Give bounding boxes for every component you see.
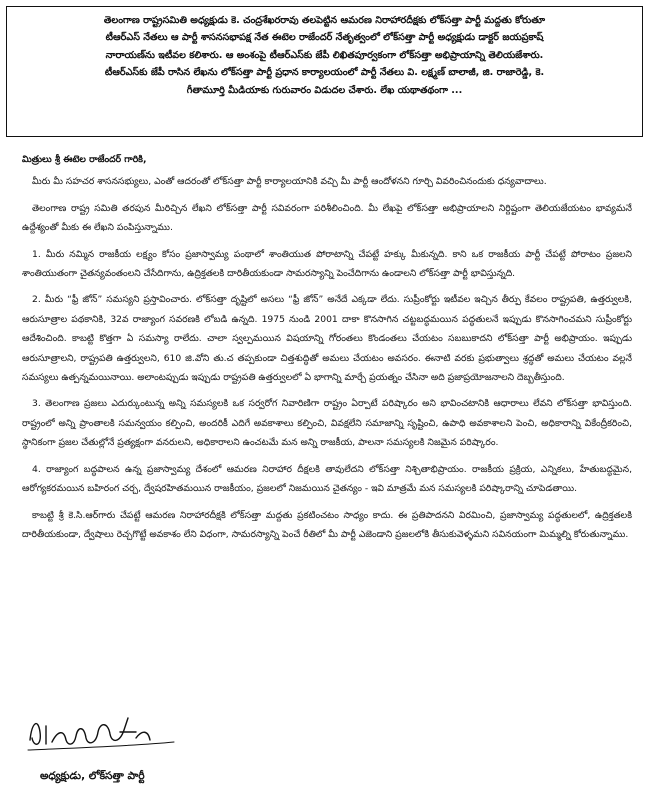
intro-line: తెలంగాణ రాష్ట్రసమితి అధ్యక్షుడు కె. చంద్రశేఖరరావు తలపెట్టిన ఆమరణ నిరాహారదీక్షకు లోక్‌సత్తా పార్టీ మద్దతు కోరుతూ	[103, 15, 546, 26]
handwritten-signature	[24, 712, 204, 752]
letter-paragraph: తెలంగాణ రాష్ట్ర సమితి తరపున మీరిచ్చిన లేఖని లోక్‌సత్తా పార్టీ సవివరంగా పరిశీలించింది. మీ లేఖపై లోక్‌సత్తా అభిప్రాయాలని నిర్దిష్టంగా తెలియజేయటం భావ్యమనే ఉద్దేశ్యంతో మీకు ఈ లేఖని పంపిస్తున్నాము.	[22, 202, 632, 234]
letter-paragraph: 2. మీరు “ఫ్రీ జోన్” సమస్యని ప్రస్తావించారు. లోక్‌సత్తా దృష్టిలో అసలు “ఫ్రీ జోన్” అనేదే ఎక్కడా లేదు. సుప్రీంకోర్టు ఇటీవల ఇచ్చిన తీర్పు కేవలం రాష్ట్రపతి, ఉత్తర్వులకి, ఆరుసూత్రాల పథకానికి, 32వ రాజ్యాంగ సవరణకి లోబడి ఉన్నది. 1975 నుండి 2001 దాకా కొనసాగిన చట్టబద్ధమయిన పద్ధతులనే ఇప్పుడు కొనసాగించమని సుప్రీంకోర్టు ఆదేశించింది. కాబట్టి కొత్తగా ఏ సమస్యా రాలేదు. చాలా స్వల్పమయిన విషయాన్ని గోరంతలు కొండంతలు చేయటం సబబుకాదని లోక్‌సత్తా పార్టీ అభిప్రాయం. ఇప్పుడు ఆరుసూత్రాలని, రాష్ట్రపతి ఉత్తర్వులని, 610 జి.వోని తు.చ తప్పకుండా చిత్తశుద్ధితో అమలు చేయటం అవసరం. ఈనాటి వరకు ప్రభుత్వాలు శ్రద్ధతో అమలు చేయటం వల్లనే సమస్యలు ఉత్పన్నమయినాయి. అలాంటప్పుడు ఇప్పుడు రాష్ట్రపతి ఉత్తర్వులలో ఏ భాగాన్ని మార్చే ప్రయత్నం చేసినా అది ప్రజాప్రయోజనాలని దెబ్బతీస్తుంది.	[22, 294, 632, 384]
letter-paragraph: కాబట్టి శ్రీ కె.సి.ఆర్‌గారు చేపట్టే ఆమరణ నిరాహారదీక్షకి లోక్‌సత్తా మద్దతు ప్రకటించటం సాధ్యం కాదు. ఈ ప్రతిపాదనని విరమించి, ప్రజాస్వామ్య పద్ధతులలో, ఉద్రిక్తతలకి దారితీయకుండా, ద్వేషాలు రెచ్చగొట్టే అవకాశం లేని విధంగా, సామరస్యాన్ని పెంచే రీతిలో మీ పార్టీ ఎజెండాని ప్రజలలోకి తీసుకువెళ్ళమని సవినయంగా మిమ్మల్ని కోరుతున్నాము.	[22, 509, 632, 540]
letter-paragraph: 4. రాజ్యాంగ బద్ధపాలన ఉన్న ప్రజాస్వామ్య దేశంలో ఆమరణ నిరాహార దీక్షలకి తావులేదని లోక్‌సత్తా నిశ్చితాభిప్రాయం. రాజకీయ ప్రక్రియ, ఎన్నికలు, హేతుబద్ధమైన, ఆరోగ్యకరమయిన బహిరంగ చర్చ, ద్వేషరహితమయిన రాజకీయం, ప్రజలలో నిజమయిన చైతన్యం - ఇవి మాత్రమే మన సమస్యలకి పరిష్కారాన్ని చూపెడతాయి.	[22, 463, 632, 495]
intro-line: నారాయణ్‌ను ఇటీవల కలిశారు. ఆ అంశంపై టీఆర్ఎస్‌కు జేపీ లిఖితపూర్వకంగా లోక్‌సత్తా అభిప్రాయాన్ని తెలియజేశారు.	[105, 49, 544, 61]
letter-body	[22, 150, 632, 551]
signatory-title: అధ్యక్షుడు, లోక్‌సత్తా పార్టీ	[40, 770, 145, 782]
letter-paragraph: 1. మీరు నమ్మిన రాజకీయ లక్ష్యం కోసం ప్రజాస్వామ్య పంథాలో శాంతియుత పోరాటాన్ని చేపట్టే హక్కు మీకున్నది. కాని ఒక రాజకీయ పార్టీ చేపట్టే పోరాటం ప్రజలని శాంతియుతంగా చైతన్యవంతంలని చేసేదిగాను, ఉద్రిక్తతలకి దారితీయకుండా సామరస్యాన్ని పెంచేదిగాను ఉండాలని లోక్‌సత్తా పార్టీ భావిస్తున్నది.	[22, 248, 632, 280]
intro-line: గీతామూర్తి మీడియాకు గురువారం విడుదల చేశారు. లేఖ యథాతథంగా ...	[186, 84, 463, 96]
letter-paragraph: 3. తెలంగాణ ప్రజలు ఎదుర్కుంటున్న అన్ని సమస్యలకి ఒక సర్వరోగ నివారిణిగా రాష్ట్రం ఏర్పాటే పరిష్కారం అని భావించటానికి ఆధారాలు లేవని లోక్‌సత్తా భావిస్తుంది. రాష్ట్రంలో అన్ని ప్రాంతాలకి సమన్వయం కల్పించి, అందరికీ ఎదిగే అవకాశాలు కల్పించి, వివక్షలేని సమాజాన్ని సృష్టించి, ఉపాధి అవకాశాలని పెంచి, అధికారాన్ని వికేంద్రీకరించి, స్థానికంగా ప్రజల చేతుల్లోనే ప్రత్యక్షంగా వనరులని, అధికారాలని ఉంచటమే మన అన్ని రాజకీయ, పాలనా సమస్యలకి నిజమైన పరిష్కారం.	[22, 398, 632, 449]
intro-line: టీఆర్ఎస్‌కు జేపీ రాసిన లేఖను లోక్‌సత్తా పార్టీ ప్రధాన కార్యాలయంలో పార్టీ నేతలు వి. లక్ష్మణ్ బాలాజీ, జి. రాజారెడ్డి, కె.	[104, 67, 545, 79]
intro-line: టీఆర్ఎస్ నేతలు ఆ పార్టీ శాసనసభాపక్ష నేత ఈటెల రాజేందర్ నేతృత్వంలో లోక్‌సత్తా పార్టీ అధ్యక్షుడు డాక్టర్ జయప్రకాష్	[105, 32, 544, 44]
letter-paragraph: మీరు మీ సహచర శాసనసభ్యులు, ఎంతో ఆదరంతో లోక్‌సత్తా పార్టీ కార్యాలయానికి వచ్చి మీ పార్టీ ఆందోళనని గూర్చి వివరించినందుకు ధన్యవాదాలు.	[32, 176, 547, 188]
intro-summary-box	[6, 6, 643, 137]
salutation: మిత్రులు శ్రీ ఈటెల రాజేందర్ గారికి,	[22, 154, 147, 165]
